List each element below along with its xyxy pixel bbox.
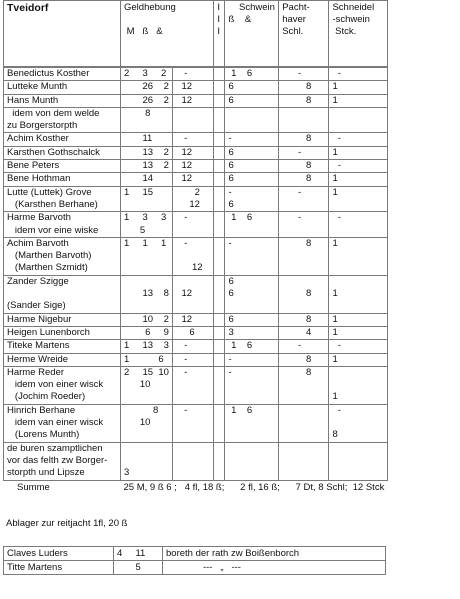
person-name: Harme Reder idem von einer wisck (Jochim Roeder) [4,366,121,404]
tax-register-table [3,0,388,495]
person-name: Achim Kosther [4,133,121,146]
schwein-value: 1 6 [225,404,279,442]
schwein-value: 6 [225,94,279,107]
schneidel-value: 1 [329,186,387,212]
ablager-value: 12 [173,146,214,159]
table-row [4,81,388,94]
table-row [4,237,388,275]
schneidel-value: - [329,160,387,173]
geldhebung-value: 14 [121,173,173,186]
schwein-value: - [225,353,279,366]
person-name: Titte Martens [4,561,114,575]
marker-value [214,442,225,480]
schwein-header: Schwein ß & [225,1,279,67]
marker-value [214,404,225,442]
geldhebung-value: 6 9 [121,326,173,339]
pacht-value: 8 [279,353,329,366]
schneidel-value: - 8 [329,404,387,442]
marker-value [214,81,225,94]
table-row [4,173,388,186]
marker-value [214,173,225,186]
pacht-value: - [279,212,329,238]
schneidel-value: - [329,212,387,238]
schneidel-value: 1 [329,313,387,326]
person-name: Achim Barvoth (Marthen Barvoth) (Marthen Szmidt) [4,237,121,275]
geldhebung-value: 10 2 [121,313,173,326]
schwein-value: - [225,133,279,146]
geldhebung-value: 13 8 [121,275,173,313]
geldhebung-value: 2 15 10 10 [121,366,173,404]
schwein-value: 6 6 [225,275,279,313]
pacht-value: 4 [279,326,329,339]
schneidel-value: 1 [329,237,387,275]
geldhebung-value: 26 2 [121,94,173,107]
table-row [4,326,388,339]
table-row [4,212,388,238]
marker-value [214,237,225,275]
geldhebung-header [121,1,214,67]
geldhebung-value: 4 11 [114,547,163,561]
table-row [4,133,388,146]
marker-value [214,313,225,326]
schneidel-value: 1 [329,81,387,94]
geldhebung-value: 5 [114,561,163,575]
ablager-value: 12 [173,160,214,173]
schwein-value: 1 6 [225,68,279,81]
schneidel-value: - [329,68,387,81]
marker-value [214,212,225,238]
pacht-value [279,107,329,133]
geldhebung-label: Geldhebung M ß & [124,2,176,37]
schneidel-value [329,107,387,133]
table-row [4,160,388,173]
ablager-value: 12 [173,275,214,313]
marker-value [214,366,225,404]
schwein-value: - [225,366,279,404]
schneidel-value [329,442,387,480]
table-row [4,94,388,107]
pacht-value: 8 [279,133,329,146]
ablager-value: 12 [173,81,214,94]
ablager-value: - [173,366,214,404]
schwein-value: 6 [225,146,279,159]
schneidel-value: - [329,340,387,353]
marker-value [214,133,225,146]
table-row [4,353,388,366]
schneidel-value: 1 [329,146,387,159]
ablager-value: - [173,353,214,366]
summe-label: Summe [4,480,121,495]
remark-text: --- „ --- [163,561,386,575]
schwein-value: 1 6 [225,340,279,353]
pacht-header: Pacht- haver Schl. [279,1,329,67]
pacht-value: 8 [279,237,329,275]
person-name: Harme Barvoth idem vor eine wiske [4,212,121,238]
person-name: Hinrich Berhane idem van einer wisck (Lorens Munth) [4,404,121,442]
pacht-value: - [279,146,329,159]
ablager-value: 12 [173,173,214,186]
ablager-value: 12 [173,94,214,107]
marker-value [214,68,225,81]
geldhebung-value: 13 2 [121,146,173,159]
person-name: Bene Hothman [4,173,121,186]
person-name: Lutte (Luttek) Grove (Karsthen Berhane) [4,186,121,212]
geldhebung-value: 1 1 1 [121,237,173,275]
schneidel-value: 1 [329,275,387,313]
table-row [4,186,388,212]
pacht-value: 8 [279,81,329,94]
geldhebung-value: 1 6 [121,353,173,366]
header-row [4,1,388,67]
schwein-value: 6 [225,313,279,326]
pacht-value: 8 [279,94,329,107]
person-name: Heigen Lunenborch [4,326,121,339]
person-name: de buren szamptlichen vor das felth zw Borger- storpth und Lipsze [4,442,121,480]
ablager-value: 2 12 [173,186,214,212]
pacht-value: 8 [279,313,329,326]
schwein-value: 3 [225,326,279,339]
marker-value [214,146,225,159]
ablager-value: 12 [173,313,214,326]
schwein-value [225,107,279,133]
pacht-value: - [279,186,329,212]
schwein-value: - 6 [225,186,279,212]
ablager-note: Ablager zur reitjacht 1fl, 20 ß [6,518,128,529]
table-row [4,68,388,81]
person-name: Benedictus Kosther [4,68,121,81]
table-row [4,275,388,313]
person-name: Zander Szigge (Sander Sige) [4,275,121,313]
person-name: Bene Peters [4,160,121,173]
schwein-value: 1 6 [225,212,279,238]
table-row [4,313,388,326]
geldhebung-value: 11 [121,133,173,146]
summe-values: 25 M, 9 ß 6 ; 4 fl, 18 ß; 2 fl, 16 ß; 7 Dt, 8 Schl; 12 Stck [121,480,388,495]
table-row [4,107,388,133]
geldhebung-value: 3 [121,442,173,480]
geldhebung-value: 26 2 [121,81,173,94]
pacht-value: 8 [279,173,329,186]
schneidel-value: 1 [329,353,387,366]
marker-value [214,275,225,313]
pacht-value [279,404,329,442]
schwein-value [225,442,279,480]
person-name: Karsthen Gothschalck [4,146,121,159]
schwein-value: 6 [225,173,279,186]
pacht-value: 8 [279,160,329,173]
marker-value [214,186,225,212]
marker-value [214,326,225,339]
person-name: idem von dem welde zu Borgerstorpth [4,107,121,133]
pacht-value: - [279,68,329,81]
marker-value [214,353,225,366]
table-row [4,442,388,480]
ablager-value: - [173,340,214,353]
person-name: Hans Munth [4,94,121,107]
geldhebung-value: 8 [121,107,173,133]
geldhebung-value: 1 13 3 [121,340,173,353]
person-name: Titeke Martens [4,340,121,353]
table-row [4,146,388,159]
schneidel-value: 1 [329,173,387,186]
table-row [4,340,388,353]
marker-value [214,160,225,173]
schwein-value: - [225,237,279,275]
person-name: Herme Wreide [4,353,121,366]
pacht-value [279,442,329,480]
ablager-value: - 12 [173,237,214,275]
table-row [4,404,388,442]
geldhebung-value: 1 15 [121,186,173,212]
village-title: Tveidorf [4,1,121,67]
ablager-value [173,442,214,480]
schneidel-value: - [329,133,387,146]
pacht-value: 8 [279,366,329,404]
person-name: Lutteke Munth [4,81,121,94]
summe-row [4,480,388,495]
geldhebung-value: 13 2 [121,160,173,173]
marker-value [214,107,225,133]
table-row [4,366,388,404]
ablager-value: - [173,404,214,442]
geldhebung-value: 8 10 [121,404,173,442]
geldhebung-value: 2 3 2 [121,68,173,81]
marker-value [214,340,225,353]
schneidel-header: Schneidel -schwein Stck. [329,1,387,67]
schwein-value: 6 [225,160,279,173]
ablager-value: - [173,133,214,146]
ablager-value: 6 [173,326,214,339]
remark-text: boreth der rath zw Boißenborch [163,547,386,561]
ablager-value: - [173,68,214,81]
person-name: Harme Nigebur [4,313,121,326]
appendix-table [3,546,386,575]
schneidel-value: 1 [329,366,387,404]
appendix-row [4,547,386,561]
pacht-value: 8 [279,275,329,313]
schwein-value: 6 [225,81,279,94]
schneidel-value: 1 [329,94,387,107]
marker-header: I I I [214,1,225,67]
schneidel-value: 1 [329,326,387,339]
ablager-value: - [173,212,214,238]
pacht-value: - [279,340,329,353]
person-name: Claves Luders [4,547,114,561]
geldhebung-value: 1 3 3 5 [121,212,173,238]
ablager-value [173,107,214,133]
appendix-row [4,561,386,575]
marker-value [214,94,225,107]
